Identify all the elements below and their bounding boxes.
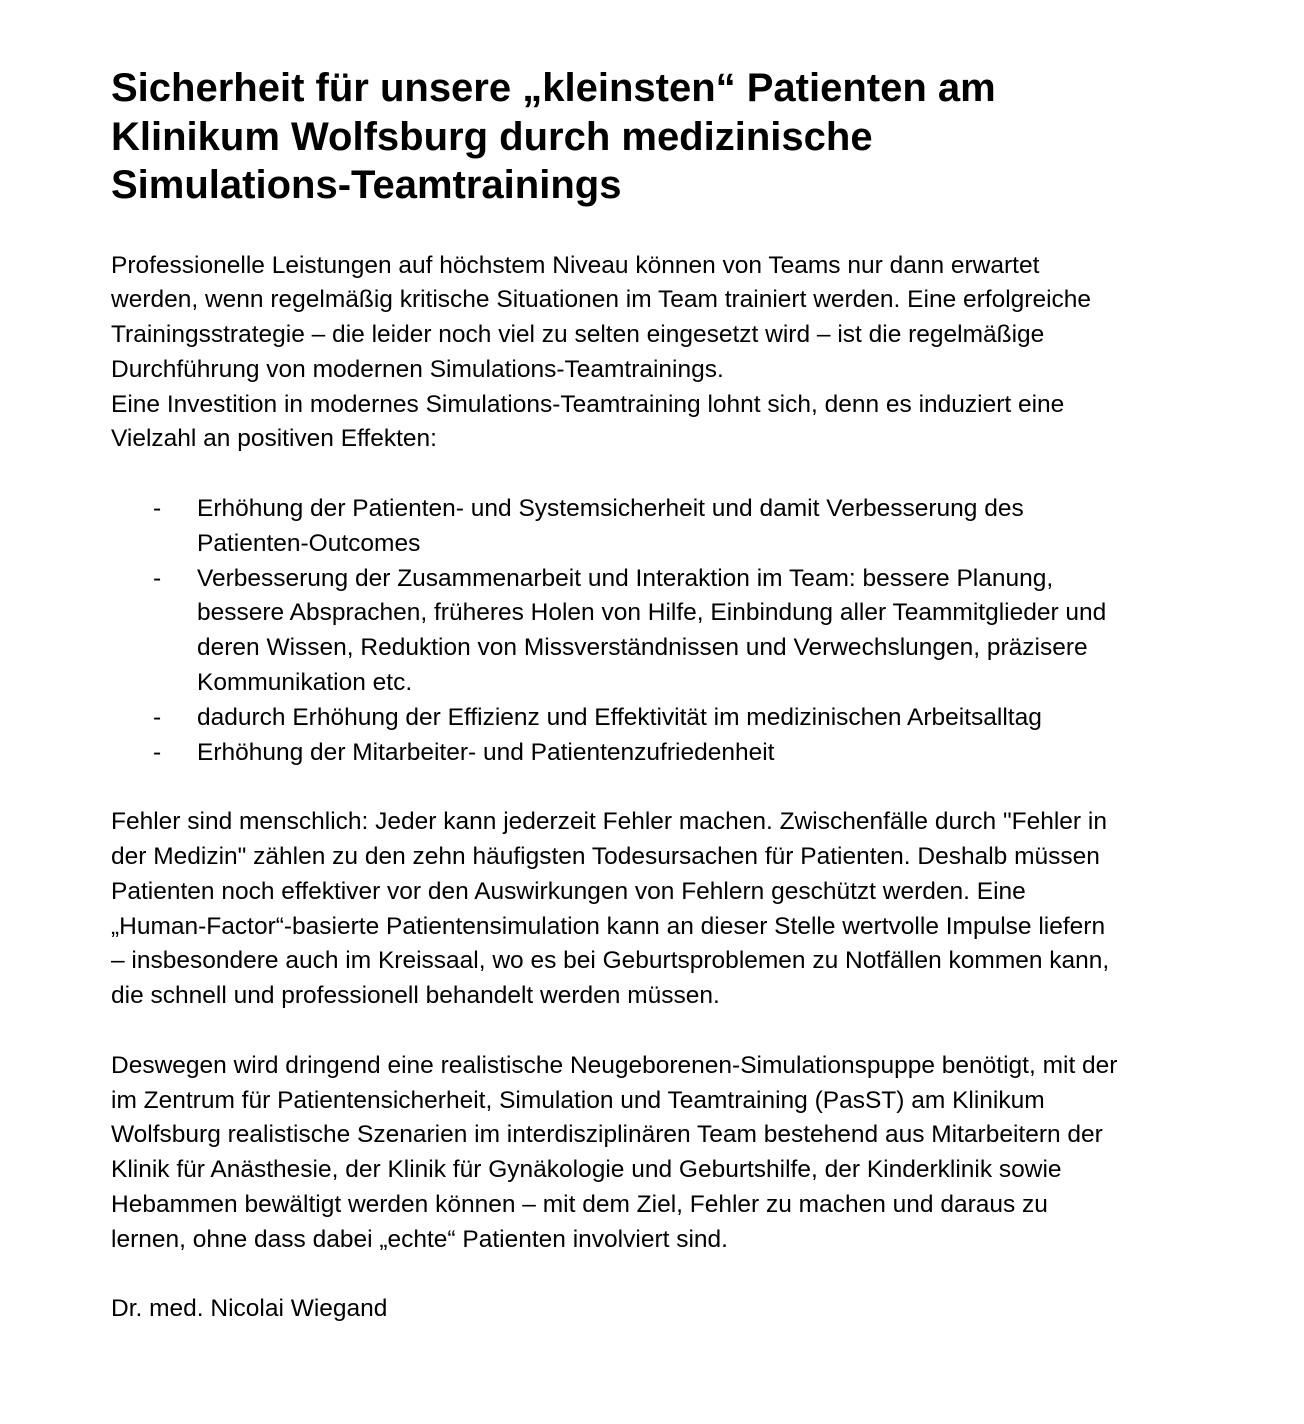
bullet-dash: -	[153, 564, 162, 592]
list-item	[111, 492, 1211, 562]
text-line: Durchführung von modernen Simulations-Teamtrainings.	[111, 355, 724, 383]
intro-paragraph	[111, 249, 1211, 458]
text-line: Kommunikation etc.	[197, 669, 413, 697]
text-line: „Human-Factor“-basierte Patientensimulation kann an dieser Stelle wertvolle Impulse liefern	[111, 912, 1106, 940]
text-line: der Medizin" zählen zu den zehn häufigsten Todesursachen für Patienten. Deshalb müssen	[111, 843, 1100, 871]
list-item	[111, 736, 1211, 771]
title-line: Klinikum Wolfsburg durch medizinische	[111, 114, 873, 159]
text-line: Deswegen wird dringend eine realistische Neugeborenen-Simulationspuppe benötigt, mit der	[111, 1051, 1118, 1079]
text-line: werden, wenn regelmäßig kritische Situationen im Team trainiert werden. Eine erfolgreiche	[111, 286, 1092, 314]
text-line: Patienten noch effektiver vor den Auswirkungen von Fehlern geschützt werden. Eine	[111, 877, 1026, 905]
title-line: Sicherheit für unsere „kleinsten“ Patienten am	[111, 66, 996, 110]
bullet-dash: -	[153, 703, 162, 731]
document-title	[111, 64, 1211, 210]
benefits-list	[111, 492, 1211, 770]
text-line: Erhöhung der Patienten- und Systemsicherheit und damit Verbesserung des	[197, 495, 1024, 523]
text-line: dadurch Erhöhung der Effizienz und Effektivität im medizinischen Arbeitsalltag	[197, 703, 1042, 731]
text-line: im Zentrum für Patientensicherheit, Simulation und Teamtraining (PasST) am Klinikum	[111, 1086, 1045, 1114]
text-line: Klinik für Anästhesie, der Klinik für Gynäkologie und Geburtshilfe, der Kinderklinik sowie	[111, 1156, 1062, 1184]
text-line: Professionelle Leistungen auf höchstem Niveau können von Teams nur dann erwartet	[111, 251, 1040, 279]
text-line: – insbesondere auch im Kreissaal, wo es bei Geburtsproblemen zu Notfällen kommen kann,	[111, 947, 1110, 975]
text-line: die schnell und professionell behandelt werden müssen.	[111, 982, 720, 1010]
list-item	[111, 701, 1211, 736]
signature: Dr. med. Nicolai Wiegand	[111, 1295, 388, 1323]
text-line: Eine Investition in modernes Simulations-Teamtraining lohnt sich, denn es induziert eine	[111, 390, 1065, 418]
text-line: Verbesserung der Zusammenarbeit und Interaktion im Team: bessere Planung,	[197, 564, 1054, 592]
text-line: lernen, ohne dass dabei „echte“ Patienten involviert sind.	[111, 1225, 728, 1253]
text-line: Erhöhung der Mitarbeiter- und Patientenzufriedenheit	[197, 738, 775, 766]
text-line: bessere Absprachen, früheres Holen von Hilfe, Einbindung aller Teammitglieder und	[197, 599, 1107, 627]
text-line: Trainingsstrategie – die leider noch viel zu selten eingesetzt wird – ist die regelmäßige	[111, 321, 1045, 349]
text-line: Patienten-Outcomes	[197, 529, 421, 557]
document-page	[111, 64, 1211, 1327]
therefore-paragraph	[111, 1049, 1211, 1258]
text-line: Hebammen bewältigt werden können – mit dem Ziel, Fehler zu machen und daraus zu	[111, 1191, 1048, 1219]
title-line: Simulations-Teamtrainings	[111, 163, 622, 207]
bullet-dash: -	[153, 738, 162, 766]
text-line: deren Wissen, Reduktion von Missverständnissen und Verwechslungen, präzisere	[197, 634, 1088, 662]
list-item	[111, 562, 1211, 701]
text-line: Vielzahl an positiven Effekten:	[111, 425, 437, 453]
errors-paragraph	[111, 805, 1211, 1014]
text-line: Wolfsburg realistische Szenarien im interdisziplinären Team bestehend aus Mitarbeitern der	[111, 1121, 1103, 1149]
text-line: Fehler sind menschlich: Jeder kann jederzeit Fehler machen. Zwischenfälle durch "Fehler in	[111, 808, 1107, 836]
bullet-dash: -	[153, 495, 162, 523]
